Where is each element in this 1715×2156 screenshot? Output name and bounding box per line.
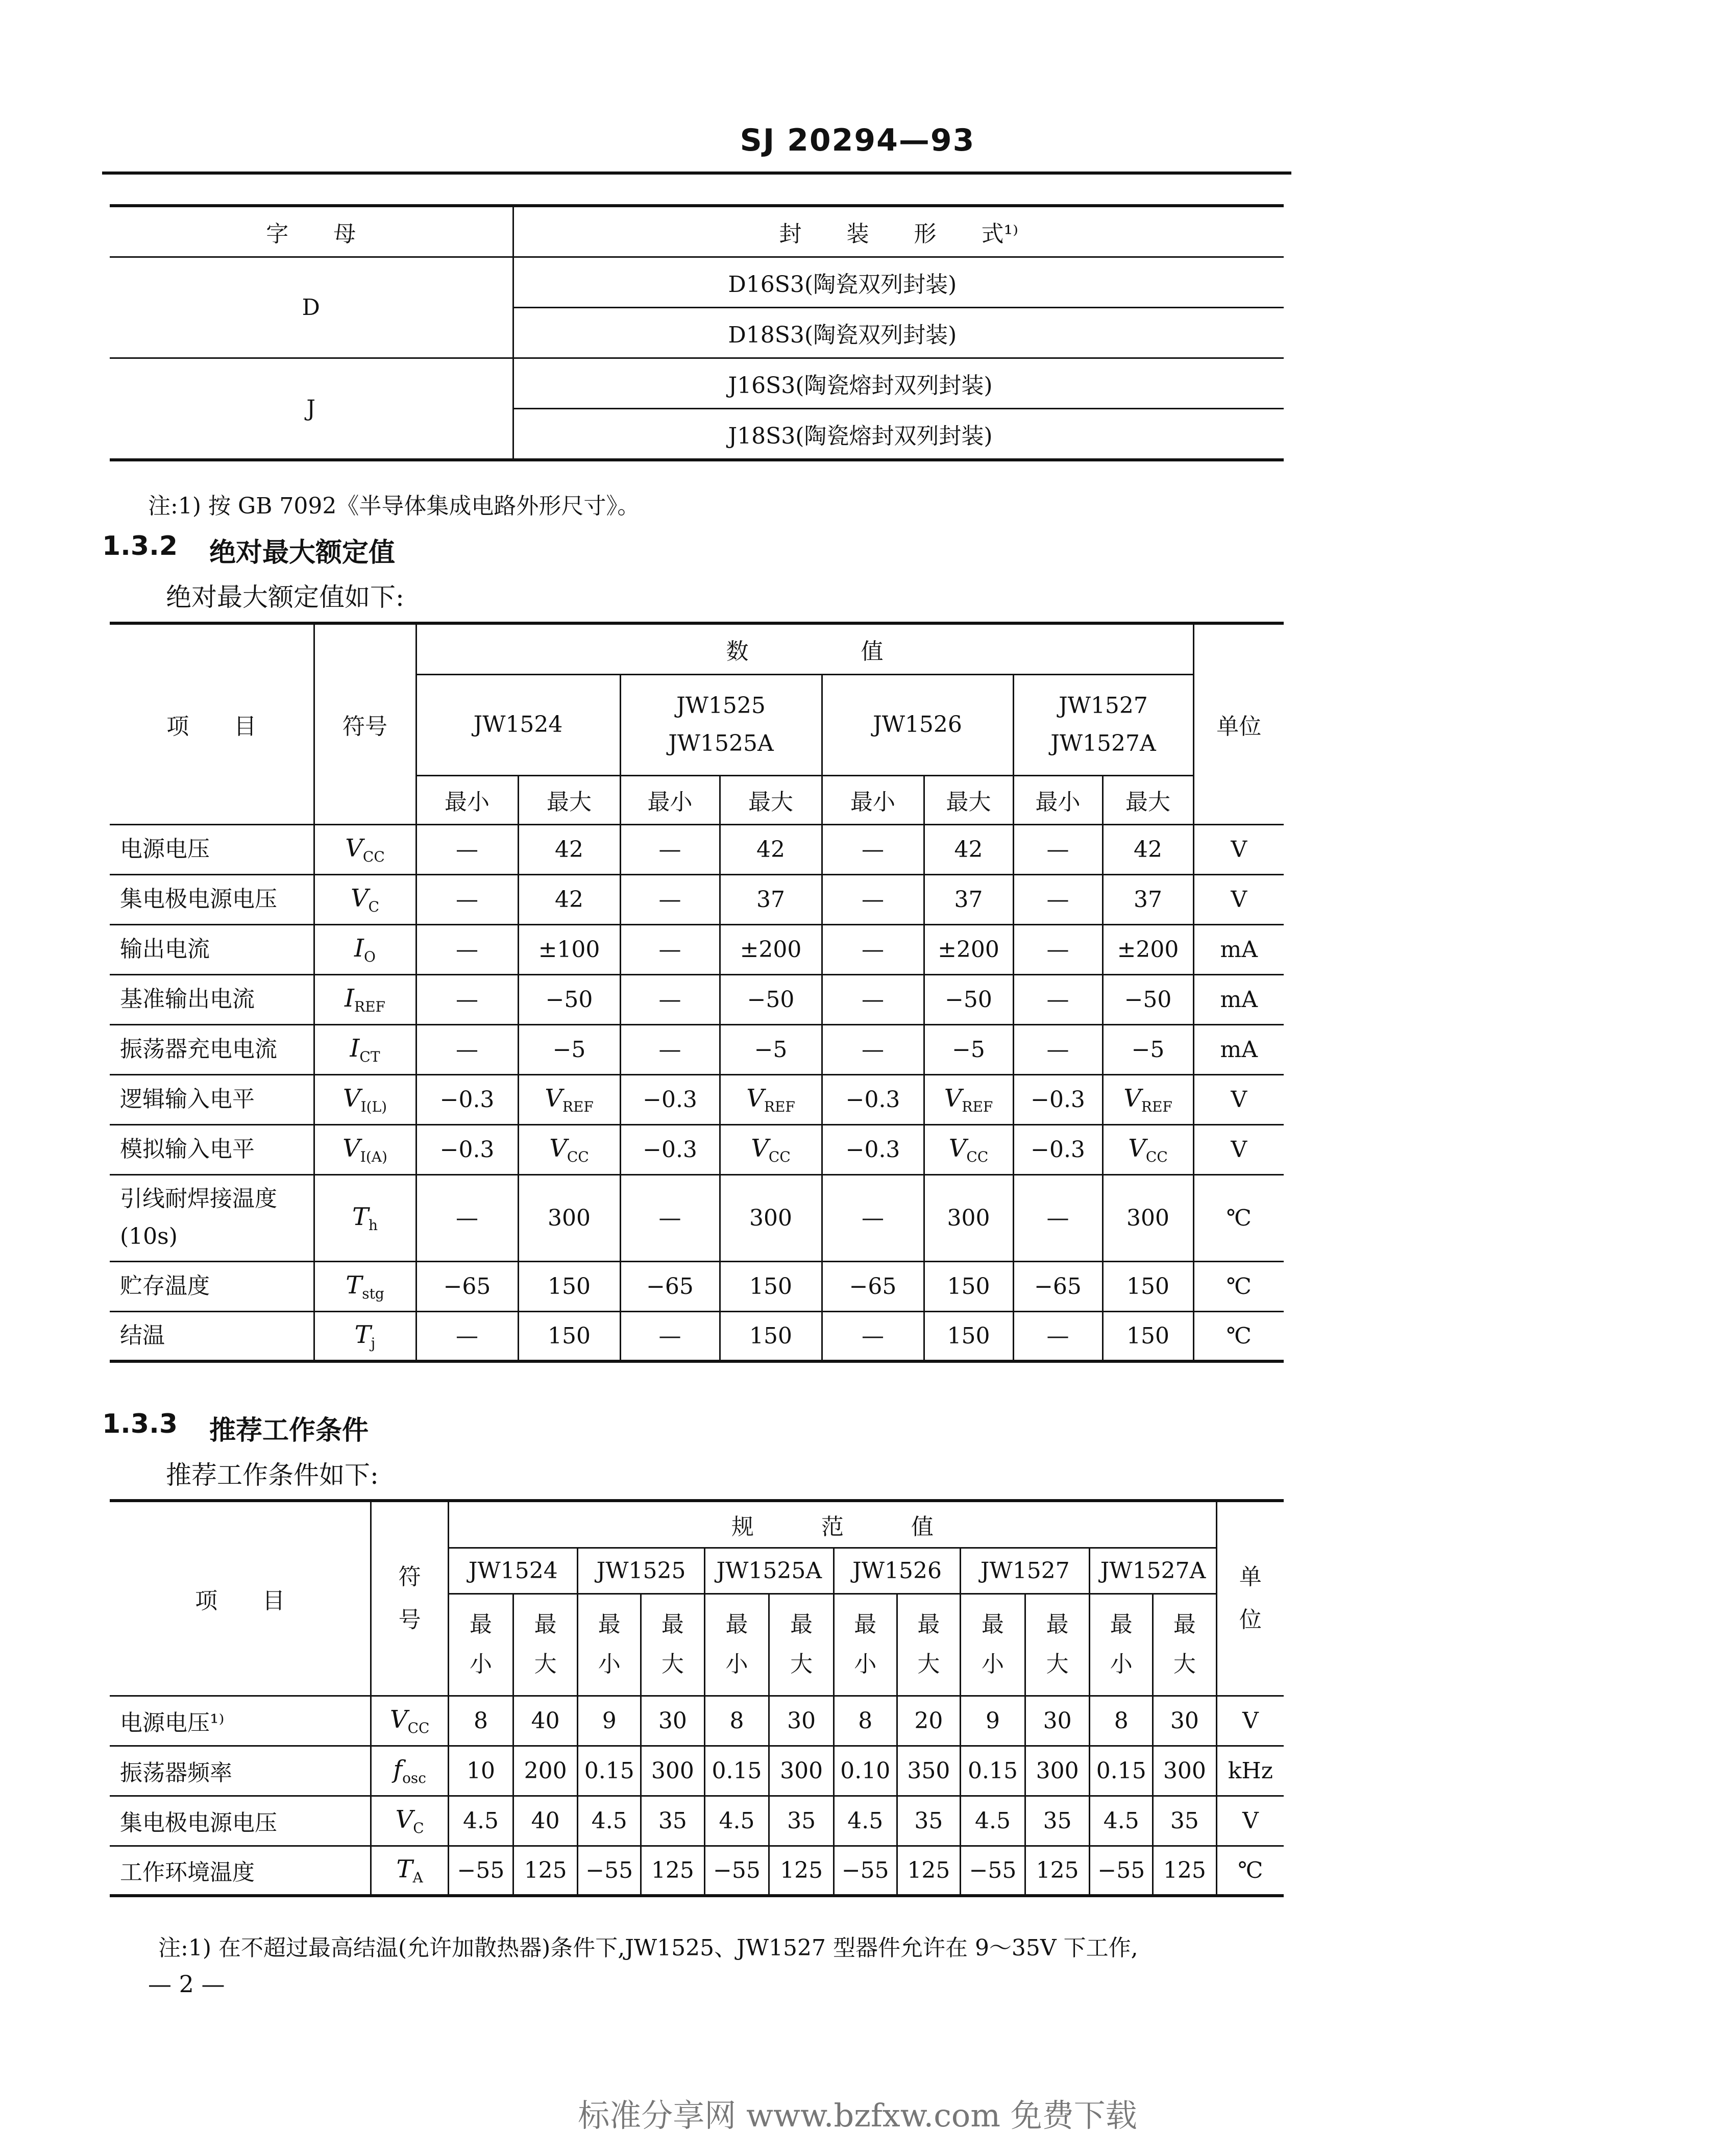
table-row	[110, 874, 1284, 924]
table-row	[110, 1124, 1284, 1174]
value-cell: —	[620, 1311, 720, 1361]
row-label: 集电极电源电压	[110, 1796, 371, 1846]
value-cell: 30	[1153, 1696, 1217, 1746]
value-cell: −0.3	[620, 1124, 720, 1174]
unit-cell: V	[1193, 1124, 1284, 1174]
symbol-letter: T	[346, 1270, 362, 1300]
value-cell: ±200	[1102, 924, 1193, 974]
model-header: JW1525A	[704, 1548, 834, 1594]
min-header: 最 小	[834, 1594, 897, 1696]
value-cell: —	[822, 1174, 924, 1261]
recommended-note: 注:1) 在不超过最高结温(允许加散热器)条件下,JW1525、JW1527 型器件允许在 9～35V 下工作,	[158, 1935, 1138, 1961]
value-cell: −65	[1013, 1261, 1102, 1311]
footer-watermark: 标准分享网 www.bzfxw.com 免费下载	[578, 2097, 1137, 2134]
symbol-subscript: h	[368, 1216, 378, 1234]
symbol-letter: V	[345, 834, 363, 863]
value-cell: —	[416, 974, 518, 1024]
value-cell: —	[1013, 1174, 1102, 1261]
symbol-cell	[314, 924, 416, 974]
symbol-cell	[314, 1311, 416, 1361]
value-cell: 35	[769, 1796, 834, 1846]
unit-cell: mA	[1193, 1024, 1284, 1074]
min-header: 最 小	[704, 1594, 769, 1696]
row-label: 基准输出电流	[110, 974, 314, 1024]
value-cell: —	[1013, 974, 1102, 1024]
value-cell: 4.5	[704, 1796, 769, 1846]
value-cell: ±200	[720, 924, 822, 974]
table-row	[110, 1261, 1284, 1311]
value-cell: —	[822, 924, 924, 974]
value-cell: −50	[1102, 974, 1193, 1024]
page-number: — 2 —	[148, 1970, 225, 1998]
value-cell: 8	[834, 1696, 897, 1746]
value-cell: 30	[1025, 1696, 1090, 1746]
package-table	[110, 204, 1284, 461]
value-cell: −55	[449, 1846, 513, 1896]
value-cell: 42	[518, 824, 620, 874]
value-cell: —	[1013, 1024, 1102, 1074]
abs-header-row-1	[110, 623, 1284, 674]
min-header: 最 小	[961, 1594, 1025, 1696]
value-cell: −5	[1102, 1024, 1193, 1074]
value-cell: —	[416, 824, 518, 874]
value-cell: —	[416, 1024, 518, 1074]
value-cell: $V_{CC}$	[518, 1124, 620, 1174]
value-cell: 4.5	[578, 1796, 641, 1846]
unit-cell: V	[1193, 1074, 1284, 1124]
unit-cell: V	[1216, 1696, 1284, 1746]
value-cell: −65	[620, 1261, 720, 1311]
value-cell: 0.15	[704, 1746, 769, 1796]
row-label: 电源电压	[110, 824, 314, 874]
symbol-subscript: j	[371, 1334, 376, 1352]
max-header: 最大	[924, 775, 1013, 824]
value-cell: 150	[720, 1311, 822, 1361]
value-cell: 0.15	[1090, 1746, 1153, 1796]
table-row	[110, 1174, 1284, 1261]
value-cell: −50	[518, 974, 620, 1024]
symbol-cell	[314, 824, 416, 874]
value-cell: 42	[518, 874, 620, 924]
symbol-cell	[371, 1796, 449, 1846]
value-cell: —	[1013, 824, 1102, 874]
symbol-cell	[371, 1746, 449, 1796]
section-intro-132: 绝对最大额定值如下:	[166, 582, 404, 612]
value-cell: −65	[416, 1261, 518, 1311]
form-cell: D16S3(陶瓷双列封装)	[513, 257, 1284, 308]
value-cell: 30	[641, 1696, 705, 1746]
row-label: 模拟输入电平	[110, 1124, 314, 1174]
symbol-subscript: CT	[359, 1048, 380, 1065]
letter-cell: J	[110, 358, 513, 460]
value-cell: 37	[720, 874, 822, 924]
value-cell: 30	[769, 1696, 834, 1746]
symbol-subscript: CC	[407, 1719, 430, 1736]
value-cell: −5	[720, 1024, 822, 1074]
value-cell: −55	[578, 1846, 641, 1896]
doc-header: SJ 20294—93	[740, 122, 975, 158]
model-header: JW1526	[834, 1548, 960, 1594]
value-cell: 300	[518, 1174, 620, 1261]
value-cell: —	[620, 874, 720, 924]
symbol-subscript: I(A)	[360, 1148, 387, 1165]
row-label: 工作环境温度	[110, 1846, 371, 1896]
row-label: 振荡器充电电流	[110, 1024, 314, 1074]
value-cell: 150	[1102, 1261, 1193, 1311]
value-cell: —	[620, 1174, 720, 1261]
symbol-letter: T	[396, 1854, 413, 1883]
symbol-cell	[314, 1124, 416, 1174]
unit-cell: ℃	[1193, 1261, 1284, 1311]
model-header: JW1527	[961, 1548, 1090, 1594]
value-cell: −55	[961, 1846, 1025, 1896]
model-header: JW1524	[416, 674, 620, 775]
section-number-133: 1.3.3	[102, 1409, 178, 1439]
value-cell: 4.5	[961, 1796, 1025, 1846]
model-header: JW1524	[449, 1548, 578, 1594]
value-cell: 300	[924, 1174, 1013, 1261]
symbol-letter: V	[389, 1705, 408, 1734]
value-cell: 40	[513, 1796, 578, 1846]
value-cell: ±200	[924, 924, 1013, 974]
recommended-conditions-table	[110, 1499, 1284, 1897]
value-cell: 35	[897, 1796, 961, 1846]
value-cell: —	[1013, 874, 1102, 924]
value-cell: −0.3	[620, 1074, 720, 1124]
symbol-letter: V	[342, 1084, 361, 1113]
max-header: 最 大	[641, 1594, 705, 1696]
value-cell: —	[416, 1174, 518, 1261]
max-header: 最 大	[897, 1594, 961, 1696]
value-cell: 4.5	[834, 1796, 897, 1846]
table-row	[110, 358, 1284, 409]
value-cell: 40	[513, 1696, 578, 1746]
value-cell: —	[1013, 1311, 1102, 1361]
symbol-letter: V	[395, 1805, 413, 1834]
letter-cell: D	[110, 257, 513, 358]
row-label: 逻辑输入电平	[110, 1074, 314, 1124]
value-cell: −50	[924, 974, 1013, 1024]
item-header: 项 目	[110, 1501, 371, 1696]
value-cell: −0.3	[1013, 1074, 1102, 1124]
table-row	[110, 1024, 1284, 1074]
value-cell: 9	[961, 1696, 1025, 1746]
section-intro-133: 推荐工作条件如下:	[166, 1460, 379, 1490]
value-cell: 150	[924, 1311, 1013, 1361]
value-cell: −0.3	[416, 1124, 518, 1174]
value-cell: 300	[1025, 1746, 1090, 1796]
symbol-subscript: C	[413, 1819, 424, 1836]
value-cell: —	[822, 874, 924, 924]
value-cell: —	[416, 1311, 518, 1361]
value-cell: $V_{CC}$	[720, 1124, 822, 1174]
value-cell: −0.3	[416, 1074, 518, 1124]
value-cell: —	[416, 874, 518, 924]
table-row	[110, 1796, 1284, 1846]
max-header: 最 大	[1025, 1594, 1090, 1696]
symbol-cell	[314, 974, 416, 1024]
symbol-cell	[314, 1261, 416, 1311]
row-label: 集电极电源电压	[110, 874, 314, 924]
unit-header: 单 位	[1216, 1501, 1284, 1696]
symbol-letter: T	[354, 1320, 371, 1349]
symbol-cell	[371, 1696, 449, 1746]
unit-cell: ℃	[1216, 1846, 1284, 1896]
value-cell: 0.15	[961, 1746, 1025, 1796]
value-cell: 125	[641, 1846, 705, 1896]
table-row	[110, 1311, 1284, 1361]
value-cell: —	[620, 924, 720, 974]
absolute-max-table	[110, 622, 1284, 1363]
value-cell: −0.3	[822, 1124, 924, 1174]
section-title-133: 推荐工作条件	[209, 1415, 369, 1446]
value-cell: 350	[897, 1746, 961, 1796]
symbol-letter: I	[354, 934, 364, 963]
value-cell: −55	[1090, 1846, 1153, 1896]
symbol-letter: V	[342, 1134, 360, 1163]
row-label: 结温	[110, 1311, 314, 1361]
symbol-header: 符号	[314, 623, 416, 824]
value-cell: 8	[1090, 1696, 1153, 1746]
col-letter-header: 字 母	[110, 206, 513, 257]
table-row	[110, 924, 1284, 974]
unit-cell: ℃	[1193, 1174, 1284, 1261]
value-cell: 300	[1153, 1746, 1217, 1796]
col-form-header: 封 装 形 式¹⁾	[513, 206, 1284, 257]
symbol-subscript: C	[368, 898, 380, 915]
table-row	[110, 824, 1284, 874]
value-cell: −0.3	[1013, 1124, 1102, 1174]
value-cell: $V_{CC}$	[1102, 1124, 1193, 1174]
value-cell: 150	[518, 1261, 620, 1311]
model-header: JW1527A	[1090, 1548, 1216, 1594]
value-cell: 42	[924, 824, 1013, 874]
unit-cell: ℃	[1193, 1311, 1284, 1361]
header-rule	[102, 172, 1291, 175]
value-cell: 8	[449, 1696, 513, 1746]
symbol-cell	[314, 1024, 416, 1074]
row-label: 振荡器频率	[110, 1746, 371, 1796]
value-cell: $V_{CC}$	[924, 1124, 1013, 1174]
value-cell: 35	[641, 1796, 705, 1846]
value-cell: —	[822, 1024, 924, 1074]
value-cell: —	[416, 924, 518, 974]
value-cell: 125	[769, 1846, 834, 1896]
max-header: 最大	[720, 775, 822, 824]
value-cell: −55	[834, 1846, 897, 1896]
table-row	[110, 1074, 1284, 1124]
min-header: 最小	[620, 775, 720, 824]
table-row	[110, 257, 1284, 308]
value-cell: 125	[1025, 1846, 1090, 1896]
value-cell: ±100	[518, 924, 620, 974]
symbol-cell	[314, 1174, 416, 1261]
value-cell: −55	[704, 1846, 769, 1896]
symbol-letter: I	[345, 984, 354, 1013]
value-cell: 300	[641, 1746, 705, 1796]
unit-cell: mA	[1193, 924, 1284, 974]
max-header: 最 大	[1153, 1594, 1217, 1696]
section-title-132: 绝对最大额定值	[209, 537, 396, 568]
symbol-cell	[314, 1074, 416, 1124]
value-cell: 4.5	[449, 1796, 513, 1846]
symbol-subscript: CC	[362, 848, 385, 865]
value-cell: 300	[769, 1746, 834, 1796]
table-row	[110, 974, 1284, 1024]
form-cell: J16S3(陶瓷熔封双列封装)	[513, 358, 1284, 409]
symbol-subscript: I(L)	[360, 1098, 387, 1115]
value-cell: 150	[518, 1311, 620, 1361]
value-cell: —	[1013, 924, 1102, 974]
value-cell: —	[620, 1024, 720, 1074]
value-cell: 20	[897, 1696, 961, 1746]
value-cell: $V_{REF}$	[518, 1074, 620, 1124]
value-cell: 8	[704, 1696, 769, 1746]
rec-header-row-1	[110, 1501, 1284, 1548]
symbol-letter: T	[352, 1202, 369, 1231]
unit-cell: mA	[1193, 974, 1284, 1024]
symbol-subscript: A	[412, 1869, 423, 1886]
package-note: 注:1) 按 GB 7092《半导体集成电路外形尺寸》。	[148, 493, 640, 519]
min-header: 最 小	[449, 1594, 513, 1696]
symbol-letter: f	[393, 1755, 403, 1784]
max-header: 最 大	[513, 1594, 578, 1696]
form-cell: D18S3(陶瓷双列封装)	[513, 308, 1284, 358]
symbol-subscript: REF	[354, 998, 385, 1015]
table-row	[110, 1846, 1284, 1896]
symbol-letter: V	[350, 884, 369, 913]
value-cell: —	[822, 974, 924, 1024]
unit-header: 单位	[1193, 623, 1284, 824]
symbol-subscript: stg	[362, 1285, 384, 1302]
value-cell: −5	[924, 1024, 1013, 1074]
value-cell: $V_{REF}$	[1102, 1074, 1193, 1124]
row-label: 电源电压¹⁾	[110, 1696, 371, 1746]
value-cell: 0.10	[834, 1746, 897, 1796]
value-cell: 125	[513, 1846, 578, 1896]
value-cell: 37	[1102, 874, 1193, 924]
min-header: 最小	[822, 775, 924, 824]
form-cell: J18S3(陶瓷熔封双列封装)	[728, 423, 993, 449]
value-cell: 150	[924, 1261, 1013, 1311]
value-cell: −0.3	[822, 1074, 924, 1124]
value-cell: −50	[720, 974, 822, 1024]
value-cell: 35	[1025, 1796, 1090, 1846]
min-header: 最小	[1013, 775, 1102, 824]
table-row	[110, 1696, 1284, 1746]
symbol-subscript: O	[364, 948, 376, 965]
model-header: JW1526	[822, 674, 1013, 775]
max-header: 最 大	[769, 1594, 834, 1696]
min-header: 最小	[416, 775, 518, 824]
model-header: JW1527 JW1527A	[1013, 674, 1193, 775]
value-cell: —	[822, 1311, 924, 1361]
value-cell: $V_{REF}$	[924, 1074, 1013, 1124]
unit-cell: V	[1216, 1796, 1284, 1846]
symbol-subscript: osc	[402, 1769, 426, 1786]
unit-cell: kHz	[1216, 1746, 1284, 1796]
symbol-cell	[371, 1846, 449, 1896]
value-cell: 42	[720, 824, 822, 874]
value-cell: 150	[1102, 1311, 1193, 1361]
unit-cell: V	[1193, 824, 1284, 874]
table-row	[110, 1746, 1284, 1796]
model-header: JW1525	[578, 1548, 704, 1594]
max-header: 最大	[1102, 775, 1193, 824]
value-cell: 9	[578, 1696, 641, 1746]
value-cell: 300	[1102, 1174, 1193, 1261]
value-cell: 10	[449, 1746, 513, 1796]
value-cell: 0.15	[578, 1746, 641, 1796]
min-header: 最 小	[1090, 1594, 1153, 1696]
symbol-letter: I	[350, 1034, 360, 1063]
value-header: 规 范 值	[449, 1501, 1217, 1548]
min-header: 最 小	[578, 1594, 641, 1696]
value-cell: 37	[924, 874, 1013, 924]
value-cell: $V_{REF}$	[720, 1074, 822, 1124]
value-cell: 125	[1153, 1846, 1217, 1896]
symbol-header: 符 号	[371, 1501, 449, 1696]
section-number-132: 1.3.2	[102, 531, 178, 561]
value-cell: 4.5	[1090, 1796, 1153, 1846]
value-cell: —	[620, 824, 720, 874]
value-cell: —	[620, 974, 720, 1024]
value-header: 数 值	[416, 623, 1193, 674]
value-cell: 300	[720, 1174, 822, 1261]
value-cell: 150	[720, 1261, 822, 1311]
value-cell: −5	[518, 1024, 620, 1074]
row-label: 输出电流	[110, 924, 314, 974]
value-cell: 35	[1153, 1796, 1217, 1846]
item-header: 项 目	[110, 623, 314, 824]
value-cell: 200	[513, 1746, 578, 1796]
value-cell: 125	[897, 1846, 961, 1896]
value-cell: 42	[1102, 824, 1193, 874]
value-cell: −65	[822, 1261, 924, 1311]
max-header: 最大	[518, 775, 620, 824]
row-label: 引线耐焊接温度 (10s)	[110, 1174, 314, 1261]
value-cell: —	[822, 824, 924, 874]
model-header: JW1525 JW1525A	[620, 674, 822, 775]
row-label: 贮存温度	[110, 1261, 314, 1311]
unit-cell: V	[1193, 874, 1284, 924]
symbol-cell	[314, 874, 416, 924]
package-table-header	[110, 206, 1284, 257]
